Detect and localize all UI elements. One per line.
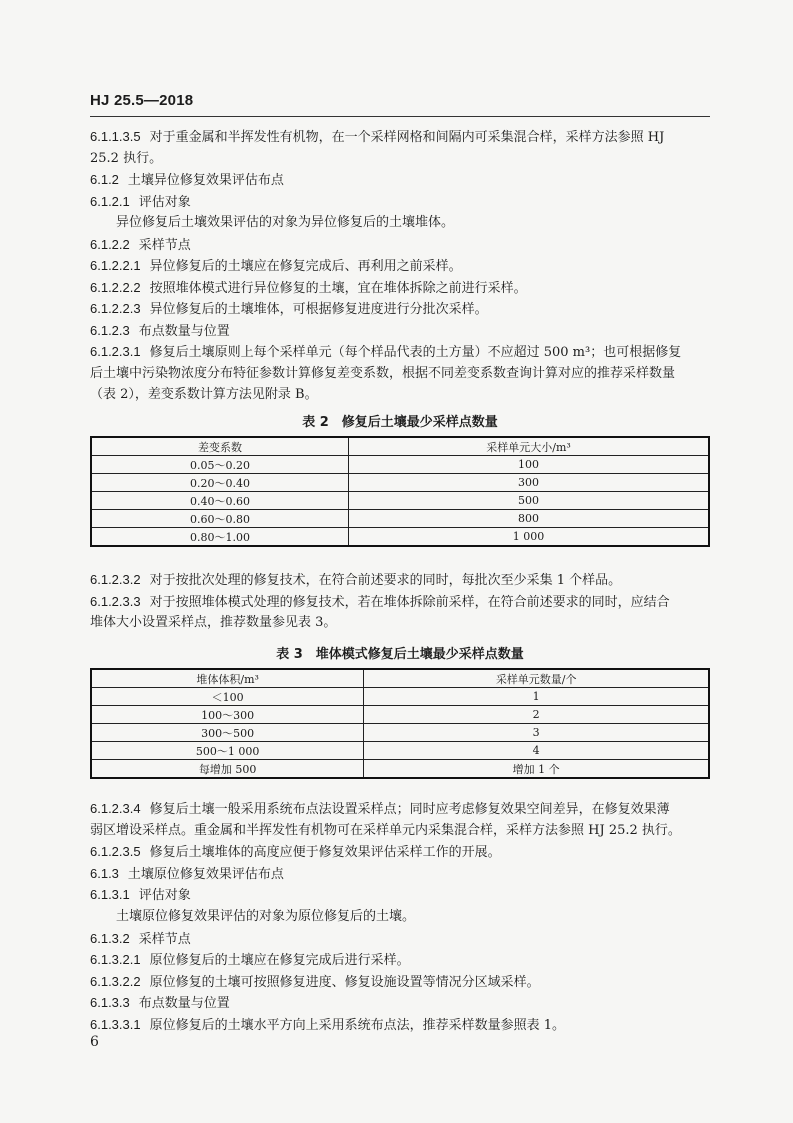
table-cell: 500～1 000 — [91, 742, 364, 760]
text-line — [90, 234, 712, 257]
header-divider — [90, 116, 710, 117]
clause-text: 25.2 执行。 — [90, 150, 163, 166]
clause-text: 土壤异位修复效果评估布点 — [127, 173, 284, 188]
table-cell: 0.05～0.20 — [91, 456, 349, 474]
text-line — [90, 341, 712, 364]
document-code: HJ 25.5—2018 — [90, 92, 194, 109]
clause-text: 弱区增设采样点。重金属和半挥发性有机物可在采样单元内采集混合样，采样方法参照 HJ 25.2 执行。 — [90, 822, 681, 838]
clause-text: 后土壤中污染物浓度分布特征参数计算修复差变系数，根据不同差变系数查询计算对应的推荐采样数量 — [90, 365, 676, 381]
text-line — [90, 191, 712, 214]
clause-number: 6.1.1.3.5 — [90, 129, 141, 144]
clause-text: 修复后土壤一般采用系统布点法设置采样点；同时应考虑修复效果空间差异，在修复效果薄 — [149, 802, 670, 817]
table-header-cell: 采样单元大小/m³ — [349, 437, 709, 456]
text-line — [90, 569, 712, 592]
clause-text: 采样节点 — [138, 931, 191, 947]
table-row — [91, 742, 709, 760]
table-cell: 4 — [364, 742, 709, 760]
text-line — [90, 591, 712, 614]
clause-number: 6.1.2.2.3 — [90, 301, 141, 316]
clause-text: 对于按批次处理的修复技术，在符合前述要求的同时，每批次至少采集 1 个样品。 — [149, 573, 622, 588]
table-cell: 300 — [349, 474, 709, 492]
clause-number: 6.1.2.3.2 — [90, 572, 141, 587]
text-line — [90, 906, 738, 928]
clause-text: 布点数量与位置 — [138, 996, 230, 1012]
clause-number: 6.1.2.3 — [90, 322, 130, 338]
table-cell: 800 — [349, 510, 709, 528]
text-line — [90, 992, 712, 1015]
clause-text: 修复后土壤堆体的高度应便于修复效果评估采样工作的开展。 — [149, 845, 501, 861]
text-line — [90, 169, 712, 192]
table-row — [91, 760, 709, 779]
text-line — [90, 841, 712, 864]
clause-text: 对于重金属和半挥发性有机物，在一个采样网格和间隔内可采集混合样，采样方法参照 HJ — [149, 130, 665, 145]
clause-text: 布点数量与位置 — [138, 323, 230, 339]
text-line — [90, 928, 712, 951]
table-cell: 300～500 — [91, 724, 364, 742]
table-row — [91, 688, 709, 706]
table-header-cell: 采样单元数量/个 — [364, 669, 709, 688]
table-cell: 0.80～1.00 — [91, 528, 349, 547]
text-line — [90, 320, 712, 343]
text-line — [90, 212, 738, 234]
clause-number: 6.1.3.3.1 — [90, 1017, 141, 1032]
text-line — [90, 884, 712, 907]
table-row — [91, 724, 709, 742]
table-cell: 2 — [364, 706, 709, 724]
clause-number: 6.1.2.3.5 — [90, 844, 141, 860]
text-line — [90, 277, 712, 300]
page-number: 6 — [90, 1034, 99, 1050]
clause-number: 6.1.2.2 — [90, 236, 130, 252]
table-row — [91, 492, 709, 510]
clause-number: 6.1.2.2.2 — [90, 279, 141, 295]
table-cell: ＜100 — [91, 688, 364, 706]
clause-text: 土壤原位修复效果评估的对象为原位修复后的土壤。 — [116, 909, 416, 924]
text-line — [90, 148, 712, 170]
clause-text: 异位修复后土壤效果评估的对象为异位修复后的土壤堆体。 — [116, 215, 455, 230]
clause-text: （表 2），差变系数计算方法见附录 B。 — [90, 387, 318, 402]
table-cell: 1 — [364, 688, 709, 706]
clause-text: 采样节点 — [138, 237, 191, 253]
clause-text: 原位修复后的土壤水平方向上采用系统布点法，推荐采样数量参照表 1。 — [149, 1018, 566, 1033]
clause-text: 原位修复的土壤可按照修复进度、修复设施设置等情况分区域采样。 — [149, 974, 540, 990]
text-line — [90, 820, 712, 842]
clause-number: 6.1.2.2.1 — [90, 258, 141, 273]
table-cell: 0.40～0.60 — [91, 492, 349, 510]
clause-number: 6.1.3.2.2 — [90, 973, 141, 989]
table-row — [91, 528, 709, 547]
table-cell: 0.60～0.80 — [91, 510, 349, 528]
clause-text: 异位修复后的土壤堆体，可根据修复进度进行分批次采样。 — [149, 302, 488, 317]
table-cell: 每增加 500 — [91, 760, 364, 779]
clause-number: 6.1.2.3.3 — [90, 593, 141, 609]
table-row — [91, 510, 709, 528]
table-header-cell: 差变系数 — [91, 437, 349, 456]
clause-number: 6.1.2 — [90, 172, 119, 187]
table-2 — [90, 436, 710, 547]
table-cell: 3 — [364, 724, 709, 742]
clause-text: 原位修复后的土壤应在修复完成后进行采样。 — [149, 953, 410, 969]
table-row — [91, 474, 709, 492]
text-line — [90, 612, 712, 634]
clause-number: 6.1.3.3 — [90, 995, 130, 1011]
text-line — [90, 949, 712, 972]
clause-number: 6.1.3.1 — [90, 887, 130, 903]
clause-text: 土壤原位修复效果评估布点 — [127, 866, 284, 882]
clause-text: 堆体大小设置采样点，推荐数量参见表 3。 — [90, 615, 337, 630]
clause-text: 异位修复后的土壤应在修复完成后、再利用之前采样。 — [149, 259, 462, 274]
clause-number: 6.1.2.1 — [90, 193, 130, 209]
table-header-row — [91, 437, 709, 456]
table-row — [91, 706, 709, 724]
clause-text: 对于按照堆体模式处理的修复技术，若在堆体拆除前采样，在符合前述要求的同时，应结合 — [149, 594, 670, 610]
table-cell: 100～300 — [91, 706, 364, 724]
clause-text: 评估对象 — [138, 194, 191, 210]
table-header-row — [91, 669, 709, 688]
table-cell: 0.20～0.40 — [91, 474, 349, 492]
clause-number: 6.1.3 — [90, 865, 119, 881]
clause-text: 按照堆体模式进行异位修复的土壤，宜在堆体拆除之前进行采样。 — [149, 280, 527, 296]
text-line — [90, 126, 712, 149]
clause-text: 评估对象 — [138, 888, 191, 904]
text-line — [90, 1014, 712, 1037]
text-line — [90, 798, 712, 821]
table-3 — [90, 668, 710, 779]
table-cell: 1 000 — [349, 528, 709, 547]
table-row — [91, 456, 709, 474]
text-line — [90, 255, 712, 278]
clause-number: 6.1.3.2.1 — [90, 952, 141, 968]
text-line — [90, 863, 712, 886]
table-3-caption: 表 3 堆体模式修复后土壤最少采样点数量 — [276, 647, 524, 662]
table-cell: 500 — [349, 492, 709, 510]
clause-number: 6.1.3.2 — [90, 930, 130, 946]
text-line — [90, 971, 712, 994]
clause-text: 修复后土壤原则上每个采样单元（每个样品代表的土方量）不应超过 500 m³；也可根据修复 — [149, 345, 682, 360]
table-cell: 100 — [349, 456, 709, 474]
text-line — [90, 363, 712, 385]
clause-number: 6.1.2.3.1 — [90, 344, 141, 359]
table-cell: 增加 1 个 — [364, 760, 709, 779]
table-header-cell: 堆体体积/m³ — [91, 669, 364, 688]
table-2-caption: 表 2 修复后土壤最少采样点数量 — [302, 415, 498, 430]
clause-number: 6.1.2.3.4 — [90, 801, 141, 816]
text-line — [90, 384, 712, 406]
text-line — [90, 298, 712, 321]
